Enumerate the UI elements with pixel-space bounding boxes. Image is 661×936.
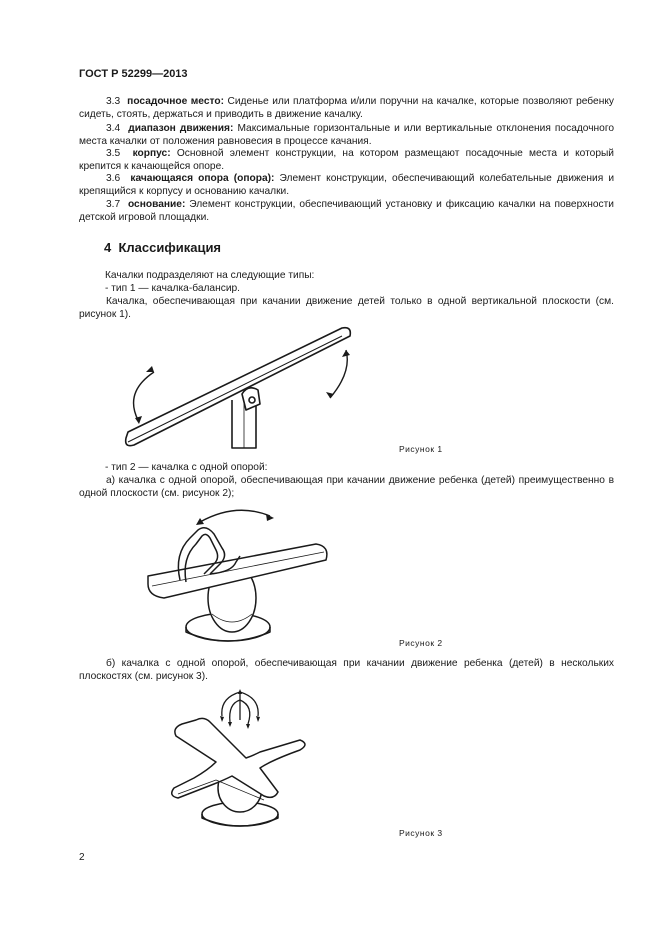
type-1-description: Качалка, обеспечивающая при качании движение детей только в одной вертикальной плоскости (см. рисунок 1).: [79, 296, 614, 320]
figure-1-seesaw-drawing: [120, 320, 360, 455]
definition-number: 3.6: [106, 173, 121, 184]
definition-number: 3.4: [106, 123, 121, 134]
figure-2-spring-rocker-drawing: [140, 502, 340, 650]
figure-3-cross-rocker-drawing: [160, 684, 320, 836]
classification-intro: Качалки подразделяют на следующие типы:: [105, 270, 315, 281]
section-heading: [104, 240, 221, 255]
definition-term: диапазон движения:: [128, 123, 234, 134]
type-1-item: - тип 1 — качалка-балансир.: [105, 283, 241, 294]
definition-number: 3.5: [106, 148, 121, 159]
definition-term: корпус:: [132, 148, 171, 159]
type-2b-description: б) качалка с одной опорой, обеспечивающая при качании движение ребенка (детей) в нескольких плоскостях (см. рисунок 3).: [79, 658, 614, 682]
definition-text: Элемент конструкции, обеспечивающий колебательные движения и крепящийся к корпусу и основанию качалки.: [79, 173, 615, 197]
definition-term: основание:: [127, 199, 186, 210]
figure-2-caption: Рисунок 2: [399, 638, 443, 648]
document-code-header: ГОСТ Р 52299—2013: [79, 68, 188, 80]
definition-3-3: [79, 95, 614, 121]
definition-3-6: [79, 172, 614, 198]
definition-3-7: [79, 198, 614, 224]
definition-term: качающаяся опора (опора):: [130, 173, 275, 184]
definition-number: 3.3: [106, 96, 121, 107]
definition-number: 3.7: [106, 199, 121, 210]
figure-1-caption: Рисунок 1: [399, 444, 443, 454]
definition-text: Элемент конструкции, обеспечивающий установку и фиксацию качалки на поверхности детской игровой площадки.: [79, 199, 614, 223]
definition-text: Максимальные горизонтальные и или вертикальные отклонения посадочного места качалки от положения равновесия в процессе качания.: [79, 123, 614, 147]
definition-text: Сиденье или платформа и/или поручни на качалке, которые позволяют ребенку сидеть, стоять, держаться и приводить в движение качалку.: [79, 96, 614, 120]
definition-term: посадочное место:: [127, 96, 224, 107]
section-title: Классификация: [118, 240, 222, 255]
section-number: 4: [104, 240, 112, 255]
type-2a-description: а) качалка с одной опорой, обеспечивающая при качании движение ребенка (детей) преимущественно в одной плоскости (см. рисунок 2);: [79, 475, 614, 499]
definition-3-5: [79, 147, 614, 173]
figure-3-caption: Рисунок 3: [399, 828, 443, 838]
definition-text: Основной элемент конструкции, на котором размещают посадочные места и который крепится к качающейся опоре.: [79, 148, 614, 172]
page-number: 2: [79, 852, 85, 863]
definition-3-4: [79, 122, 614, 148]
type-2-item: - тип 2 — качалка с одной опорой:: [105, 462, 268, 473]
